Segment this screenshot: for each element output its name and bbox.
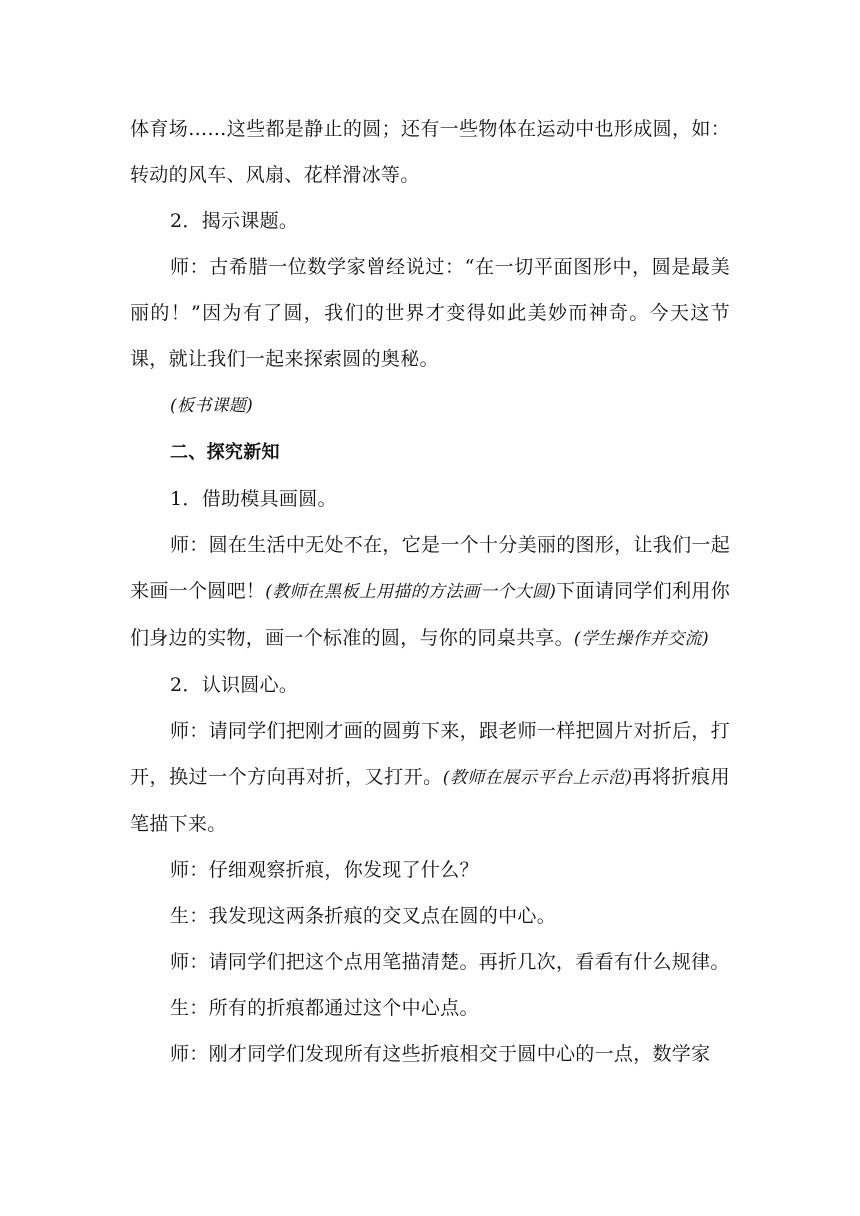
paragraph-step-reveal-topic [130, 198, 730, 244]
paragraph-examples [130, 106, 730, 198]
text-run: 生：所有的折痕都通过这个中心点。 [170, 997, 479, 1019]
paragraph-draw-instruction [130, 522, 730, 662]
text-run: 体育场……这些都是静止的圆；还有一些物体在运动中也形成圆，如：转动的风车、风扇、花样滑冰等。 [130, 118, 730, 186]
section-heading [130, 429, 730, 476]
paragraph-step-center [130, 662, 730, 708]
stage-direction: (教师在黑板上用描的方法画一个大圆) [265, 582, 557, 602]
text-run: 师：古希腊一位数学家曾经说过：“在一切平面图形中，圆是最美丽的！”因为有了圆，我们的世界才变得如此美妙而神奇。今天这节课，就让我们一起来探索圆的奥秘。 [130, 256, 730, 370]
paragraph-teacher-instruction [130, 939, 730, 985]
text-run: 1．借助模具画圆。 [170, 488, 337, 510]
text-run: 师：请同学们把刚才画的圆剪下来，跟老师一样把圆片对折后，打开，换过一个方向再对折，又打开。 [130, 720, 730, 788]
paragraph-teacher-quote [130, 244, 730, 382]
text-run: 师：圆在生活中无处不在，它是一个十分美丽的图形，让我们一起来画一个圆吧！ [130, 534, 730, 602]
text-run: 2．揭示课题。 [170, 210, 299, 232]
paragraph-fold-instruction [130, 708, 730, 847]
paragraph-student-observation [130, 985, 730, 1031]
stage-direction: (板书课题) [170, 396, 254, 416]
text-run: 再将折痕用笔描下来。 [130, 766, 730, 835]
paragraph-teacher-summary [130, 1031, 730, 1077]
paragraph-student-answer [130, 893, 730, 939]
text-run: 2．认识圆心。 [170, 674, 299, 696]
section-heading-text: 二、探究新知 [170, 442, 280, 463]
paragraph-board-note [130, 382, 730, 429]
text-run: 下面请同学们利用你们身边的实物，画一个标准的圆，与你的同桌共享。 [130, 580, 730, 649]
paragraph-step-draw-circle [130, 476, 730, 522]
text-run: 生：我发现这两条折痕的交叉点在圆的中心。 [170, 905, 557, 927]
text-run: 师：刚才同学们发现所有这些折痕相交于圆中心的一点，数学家 [170, 1043, 711, 1065]
stage-direction: (教师在展示平台上示范) [442, 768, 633, 788]
stage-direction: (学生操作并交流) [573, 629, 709, 649]
document-body [130, 106, 730, 1077]
paragraph-teacher-question [130, 847, 730, 893]
text-run: 师：仔细观察折痕，你发现了什么？ [170, 859, 479, 881]
text-run: 师：请同学们把这个点用笔描清楚。再折几次，看看有什么规律。 [170, 951, 730, 973]
